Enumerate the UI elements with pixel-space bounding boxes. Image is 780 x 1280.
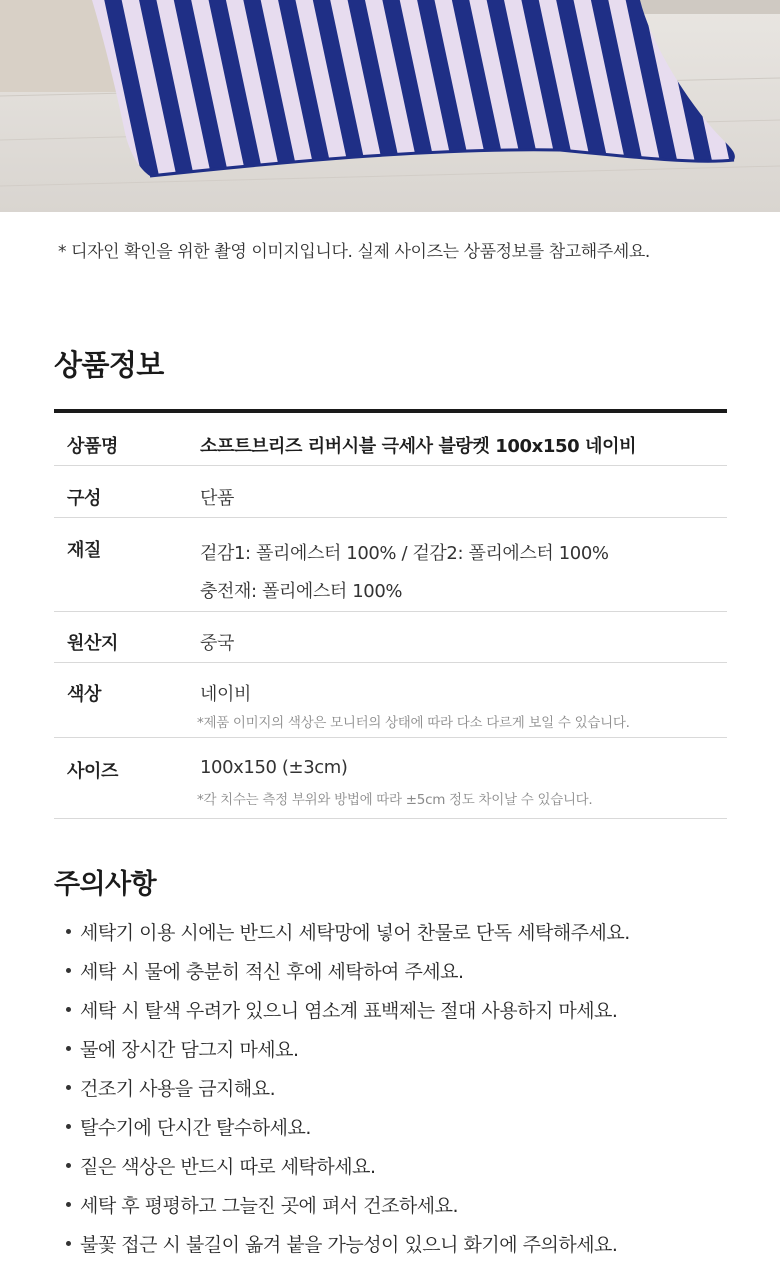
color-value: 네이비: [200, 684, 251, 705]
table-row: [54, 612, 727, 663]
filling-value: 충전재: 폴리에스터 100%: [200, 581, 403, 602]
caution-text: 불꽃 접근 시 불길이 옮겨 붙을 가능성이 있으니 화기에 주의하세요.: [80, 1234, 618, 1256]
image-disclaimer: * 디자인 확인을 위한 촬영 이미지입니다. 실제 사이즈는 상품정보를 참고해주세요.: [58, 242, 650, 262]
caution-list: [66, 918, 630, 1269]
bullet-icon: [66, 1007, 71, 1012]
caution-text: 세탁기 이용 시에는 반드시 세탁망에 넣어 찬물로 단독 세탁해주세요.: [80, 922, 630, 944]
bullet-icon: [66, 1085, 71, 1090]
bullet-icon: [66, 968, 71, 973]
row-label: 사이즈: [67, 761, 118, 782]
list-item: [66, 918, 630, 957]
bullet-icon: [66, 1163, 71, 1168]
bullet-icon: [66, 929, 71, 934]
product-info-table: [54, 409, 727, 819]
caution-text: 탈수기에 단시간 탈수하세요.: [80, 1117, 311, 1139]
caution-text: 짙은 색상은 반드시 따로 세탁하세요.: [80, 1156, 376, 1178]
bullet-icon: [66, 1241, 71, 1246]
row-label: 원산지: [67, 633, 118, 654]
list-item: [66, 1152, 630, 1191]
table-row: [54, 738, 727, 819]
blanket-photo: [0, 0, 780, 212]
row-label: 색상: [67, 684, 101, 705]
material-value: 겉감1: 폴리에스터 100% / 겉감2: 폴리에스터 100%: [200, 543, 609, 564]
list-item: [66, 957, 630, 996]
bullet-icon: [66, 1046, 71, 1051]
table-row: [54, 518, 727, 612]
list-item: [66, 1191, 630, 1230]
table-row: [54, 663, 727, 738]
list-item: [66, 1035, 630, 1074]
list-item: [66, 1074, 630, 1113]
caution-text: 건조기 사용을 금지해요.: [80, 1078, 276, 1100]
table-row: [54, 413, 727, 466]
striped-blanket: [92, 0, 735, 176]
product-name-value: 소프트브리즈 리버시블 극세사 블랑켓 100x150 네이비: [200, 436, 637, 457]
color-note: *제품 이미지의 색상은 모니터의 상태에 따라 다소 다르게 보일 수 있습니다.: [197, 715, 630, 731]
table-row: [54, 466, 727, 518]
blanket-illustration: [0, 0, 780, 212]
list-item: [66, 1230, 630, 1269]
row-label: 재질: [67, 540, 101, 561]
caution-heading: 주의사항: [54, 869, 156, 900]
caution-text: 세탁 시 물에 충분히 적신 후에 세탁하여 주세요.: [80, 961, 464, 983]
bullet-icon: [66, 1202, 71, 1207]
origin-value: 중국: [200, 633, 234, 654]
product-info-heading: 상품정보: [54, 348, 164, 382]
list-item: [66, 996, 630, 1035]
caution-text: 세탁 시 탈색 우려가 있으니 염소계 표백제는 절대 사용하지 마세요.: [80, 1000, 618, 1022]
list-item: [66, 1113, 630, 1152]
size-note: *각 치수는 측정 부위와 방법에 따라 ±5cm 정도 차이날 수 있습니다.: [197, 792, 593, 808]
bullet-icon: [66, 1124, 71, 1129]
composition-value: 단품: [200, 488, 234, 509]
row-label: 상품명: [67, 436, 118, 457]
caution-text: 물에 장시간 담그지 마세요.: [80, 1039, 299, 1061]
size-value: 100x150 (±3cm): [200, 757, 348, 778]
caution-text: 세탁 후 평평하고 그늘진 곳에 펴서 건조하세요.: [80, 1195, 459, 1217]
row-label: 구성: [67, 488, 101, 509]
